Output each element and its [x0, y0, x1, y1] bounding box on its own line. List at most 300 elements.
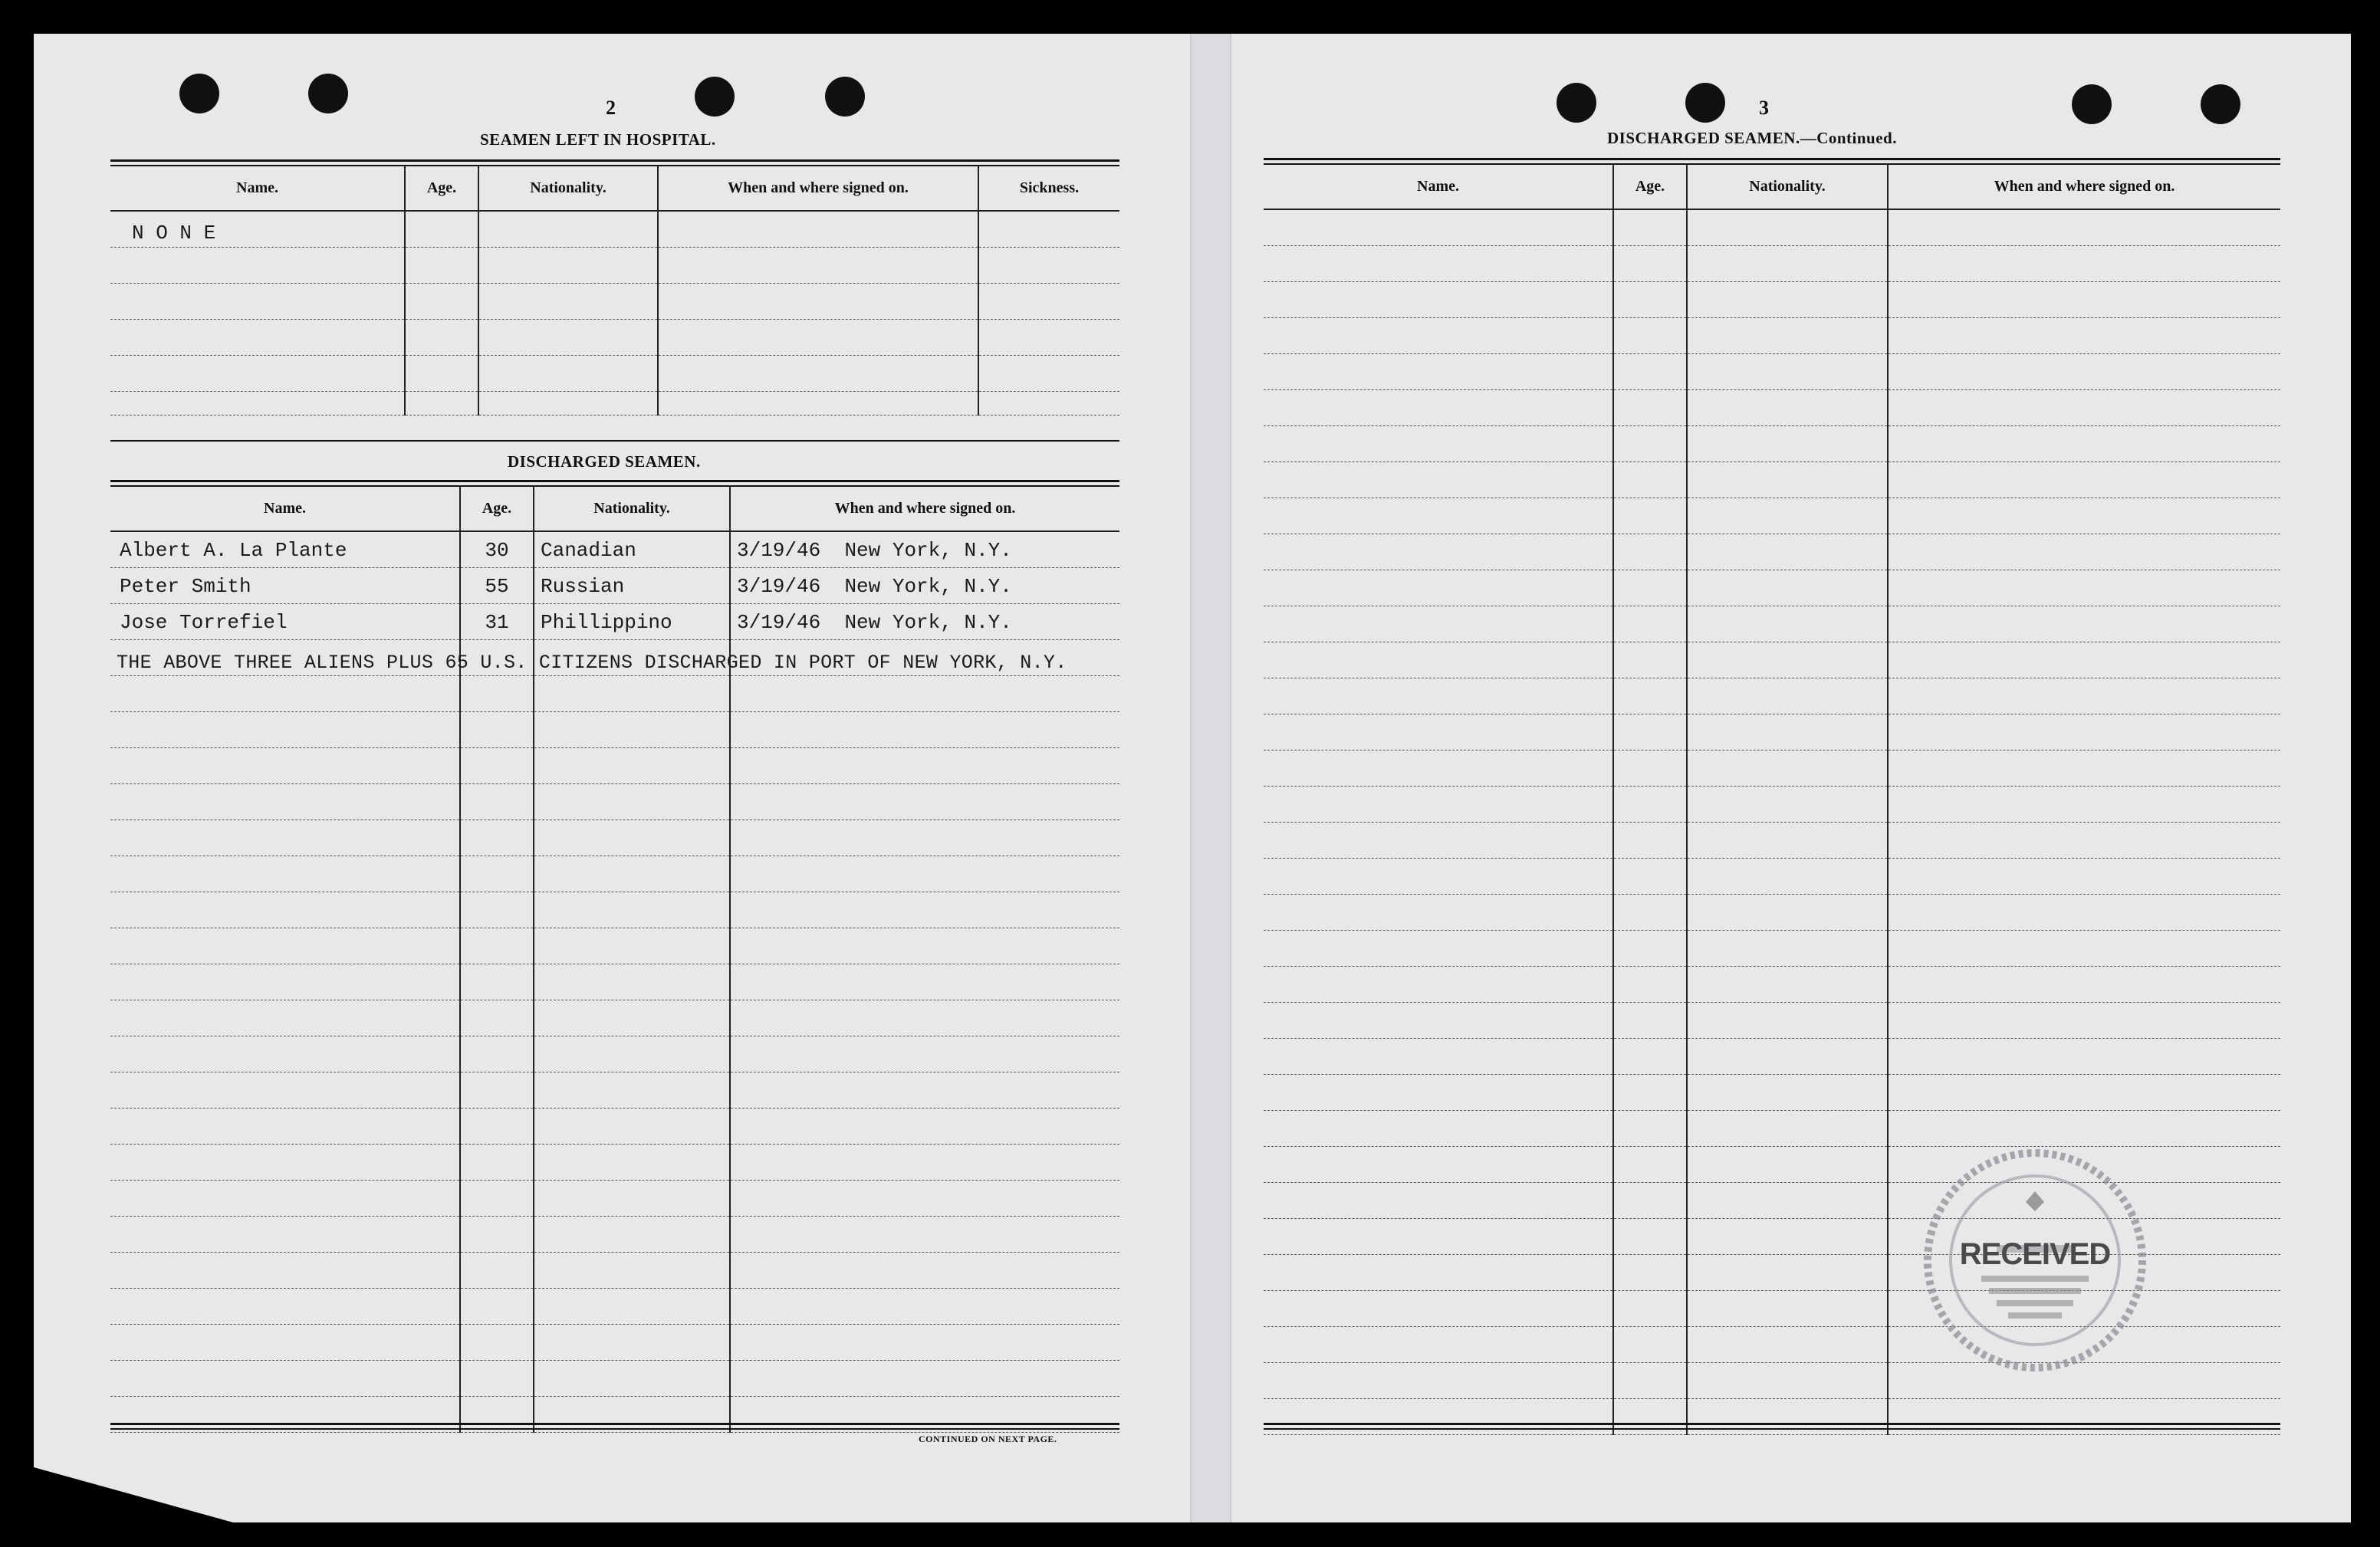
continued-header-name: Name.	[1264, 164, 1613, 209]
blank-cell	[730, 928, 1119, 964]
blank-cell	[1264, 1291, 1613, 1327]
discharged-header-name: Name.	[110, 486, 460, 531]
blank-cell	[730, 1253, 1119, 1289]
discharged-header-signed-on: When and where signed on.	[730, 486, 1119, 531]
blank-cell	[534, 784, 730, 820]
table-row	[1264, 1111, 2280, 1147]
blank-cell	[1687, 1075, 1888, 1111]
blank-cell	[1687, 462, 1888, 498]
blank-cell	[1264, 1147, 1613, 1183]
blank-cell	[1613, 498, 1687, 534]
blank-cell	[1613, 534, 1687, 570]
table-row	[1264, 751, 2280, 787]
table-row	[1264, 895, 2280, 931]
blank-cell	[1613, 570, 1687, 606]
table-row	[110, 928, 1119, 964]
blank-cell	[1687, 246, 1888, 282]
blank-cell	[1264, 1327, 1613, 1363]
blank-cell	[1613, 606, 1687, 642]
table-row	[110, 748, 1119, 784]
table-row	[110, 1145, 1119, 1181]
table-row	[1264, 787, 2280, 823]
blank-cell	[1888, 570, 2280, 606]
blank-cell	[1613, 895, 1687, 931]
punch-hole	[2072, 84, 2112, 124]
blank-cell	[460, 1361, 534, 1397]
signed-place: New York, N.Y.	[844, 575, 1012, 598]
discharged-section-title: DISCHARGED SEAMEN.	[508, 452, 701, 471]
blank-cell	[1613, 751, 1687, 787]
blank-cell	[1888, 859, 2280, 895]
blank-cell	[1613, 1363, 1687, 1399]
table-row	[1264, 931, 2280, 967]
blank-cell	[460, 892, 534, 928]
table-row	[110, 1000, 1119, 1036]
blank-cell	[534, 748, 730, 784]
blank-cell	[1687, 534, 1888, 570]
blank-cell	[110, 676, 460, 712]
blank-cell	[110, 1253, 460, 1289]
blank-cell	[1613, 426, 1687, 462]
blank-cell	[1264, 426, 1613, 462]
blank-cell	[1613, 1075, 1687, 1111]
blank-cell	[730, 1361, 1119, 1397]
table-row	[110, 1289, 1119, 1325]
table-row	[110, 712, 1119, 748]
blank-cell	[1888, 282, 2280, 318]
blank-cell	[1613, 931, 1687, 967]
stamp-label: RECEIVED	[1959, 1237, 2111, 1271]
seaman-nationality: Canadian	[534, 531, 730, 568]
blank-cell	[1264, 1183, 1613, 1219]
blank-cell	[1687, 895, 1888, 931]
table-row	[110, 1361, 1119, 1397]
seaman-nationality: Phillippino	[534, 604, 730, 640]
table-row	[1264, 498, 2280, 534]
blank-cell	[110, 1181, 460, 1217]
hospital-section-title: SEAMEN LEFT IN HOSPITAL.	[480, 130, 716, 149]
blank-cell	[110, 892, 460, 928]
blank-cell	[1888, 967, 2280, 1003]
blank-cell	[1613, 1255, 1687, 1291]
blank-cell	[730, 712, 1119, 748]
discharged-table	[110, 486, 1119, 1433]
blank-cell	[1613, 1003, 1687, 1039]
table-row	[1264, 318, 2280, 354]
seaman-nationality: Russian	[534, 568, 730, 604]
blank-cell	[1613, 859, 1687, 895]
table-row	[110, 1217, 1119, 1253]
hospital-entry: N O N E	[110, 211, 405, 248]
blank-cell	[1264, 1039, 1613, 1075]
blank-cell	[1264, 498, 1613, 534]
table-row	[110, 1036, 1119, 1072]
blank-cell	[110, 1145, 460, 1181]
blank-cell	[1888, 823, 2280, 859]
blank-cell	[460, 784, 534, 820]
table-row	[110, 1253, 1119, 1289]
table-row	[1264, 678, 2280, 714]
blank-cell	[1888, 1111, 2280, 1147]
table-row	[110, 784, 1119, 820]
table-row	[110, 392, 1119, 415]
blank-cell	[1264, 1219, 1613, 1255]
blank-cell	[1613, 1147, 1687, 1183]
blank-cell	[534, 1325, 730, 1361]
blank-cell	[1888, 209, 2280, 246]
page-number-right: 3	[1759, 97, 1769, 119]
seaman-signed-on	[730, 568, 1119, 604]
blank-cell	[110, 1000, 460, 1036]
table-row	[110, 1325, 1119, 1361]
blank-cell	[534, 1253, 730, 1289]
blank-cell	[1888, 318, 2280, 354]
blank-cell	[110, 928, 460, 964]
blank-cell	[730, 1145, 1119, 1181]
hospital-header-name: Name.	[110, 166, 405, 211]
table-row	[1264, 354, 2280, 390]
blank-cell	[110, 1361, 460, 1397]
document-sheet	[34, 34, 2351, 1522]
table-row	[110, 892, 1119, 928]
table-row	[1264, 1075, 2280, 1111]
table-row	[1264, 1003, 2280, 1039]
blank-cell	[1264, 318, 1613, 354]
table-row	[110, 1109, 1119, 1145]
blank-cell	[534, 1145, 730, 1181]
blank-cell	[534, 1217, 730, 1253]
punch-hole	[825, 77, 865, 117]
blank-cell	[1613, 1327, 1687, 1363]
blank-cell	[1613, 1291, 1687, 1327]
blank-cell	[1613, 354, 1687, 390]
blank-cell	[460, 676, 534, 712]
blank-cell	[1687, 967, 1888, 1003]
blank-cell	[1687, 570, 1888, 606]
blank-cell	[1687, 1291, 1888, 1327]
blank-cell	[1687, 1363, 1888, 1399]
blank-cell	[1613, 1039, 1687, 1075]
blank-cell	[1264, 462, 1613, 498]
blank-cell	[1687, 498, 1888, 534]
table-row	[1264, 426, 2280, 462]
table-row	[1264, 714, 2280, 751]
blank-cell	[1888, 462, 2280, 498]
blank-cell	[110, 1109, 460, 1145]
discharge-note: THE ABOVE THREE ALIENS PLUS 65 U.S. CITIZENS DISCHARGED IN PORT OF NEW YORK, N.Y.	[117, 652, 1067, 674]
punch-hole	[1685, 83, 1725, 123]
discharged-header-age: Age.	[460, 486, 534, 531]
table-row	[1264, 606, 2280, 642]
blank-cell	[110, 1072, 460, 1109]
discharged-header-nationality: Nationality.	[534, 486, 730, 531]
blank-cell	[1888, 931, 2280, 967]
blank-cell	[110, 964, 460, 1000]
blank-cell	[1264, 570, 1613, 606]
blank-cell	[460, 1325, 534, 1361]
blank-cell	[534, 1036, 730, 1072]
table-row	[1264, 462, 2280, 498]
signed-date: 3/19/46	[737, 611, 821, 634]
blank-cell	[1613, 678, 1687, 714]
blank-cell	[1687, 426, 1888, 462]
blank-cell	[1264, 1255, 1613, 1291]
blank-cell	[1613, 787, 1687, 823]
blank-cell	[730, 1109, 1119, 1145]
blank-cell	[1613, 1219, 1687, 1255]
blank-cell	[534, 676, 730, 712]
blank-cell	[1264, 209, 1613, 246]
seaman-signed-on	[730, 604, 1119, 640]
blank-cell	[1687, 1327, 1888, 1363]
blank-cell	[1613, 246, 1687, 282]
table-row	[1264, 534, 2280, 570]
continued-section-title: DISCHARGED SEAMEN.—Continued.	[1607, 129, 1897, 147]
table-row	[110, 856, 1119, 892]
blank-cell	[460, 1145, 534, 1181]
blank-cell	[1264, 282, 1613, 318]
blank-cell	[1888, 1039, 2280, 1075]
blank-cell	[1687, 1039, 1888, 1075]
hospital-header-signed-on: When and where signed on.	[658, 166, 978, 211]
blank-cell	[730, 1325, 1119, 1361]
blank-cell	[1613, 209, 1687, 246]
blank-cell	[1687, 1219, 1888, 1255]
blank-cell	[460, 748, 534, 784]
blank-cell	[730, 892, 1119, 928]
punch-hole	[1557, 83, 1596, 123]
table-row	[110, 820, 1119, 856]
blank-cell	[730, 1000, 1119, 1036]
blank-cell	[730, 1289, 1119, 1325]
blank-cell	[730, 964, 1119, 1000]
blank-cell	[730, 820, 1119, 856]
blank-cell	[1613, 823, 1687, 859]
table-row	[1264, 570, 2280, 606]
blank-cell	[110, 856, 460, 892]
blank-cell	[534, 712, 730, 748]
continued-header-age: Age.	[1613, 164, 1687, 209]
blank-cell	[110, 1325, 460, 1361]
blank-cell	[534, 1181, 730, 1217]
blank-cell	[1613, 1111, 1687, 1147]
seaman-signed-on	[730, 531, 1119, 568]
blank-cell	[730, 856, 1119, 892]
blank-cell	[1687, 1255, 1888, 1291]
blank-cell	[1888, 498, 2280, 534]
blank-cell	[460, 1181, 534, 1217]
blank-cell	[1264, 714, 1613, 751]
seaman-age: 30	[460, 531, 534, 568]
blank-cell	[1264, 534, 1613, 570]
blank-cell	[534, 1289, 730, 1325]
table-row	[110, 211, 1119, 248]
hospital-header-age: Age.	[405, 166, 478, 211]
blank-cell	[730, 784, 1119, 820]
signed-date: 3/19/46	[737, 539, 821, 562]
blank-cell	[1888, 678, 2280, 714]
blank-cell	[1888, 354, 2280, 390]
table-row	[110, 1072, 1119, 1109]
discharged-bottom-rule	[110, 1423, 1119, 1430]
punch-hole	[308, 74, 348, 113]
blank-cell	[730, 1036, 1119, 1072]
blank-cell	[460, 856, 534, 892]
blank-cell	[1264, 787, 1613, 823]
table-row	[110, 1181, 1119, 1217]
blank-cell	[1888, 751, 2280, 787]
blank-cell	[1888, 787, 2280, 823]
table-row	[1264, 282, 2280, 318]
seaman-name: Peter Smith	[110, 568, 460, 604]
blank-cell	[1888, 1075, 2280, 1111]
hospital-header-nationality: Nationality.	[478, 166, 658, 211]
table-row	[1264, 209, 2280, 246]
signed-date: 3/19/46	[737, 575, 821, 598]
blank-cell	[1888, 534, 2280, 570]
blank-cell	[1264, 967, 1613, 1003]
right-bottom-rule	[1264, 1423, 2280, 1430]
seaman-age: 31	[460, 604, 534, 640]
table-row	[1264, 390, 2280, 426]
blank-cell	[460, 1217, 534, 1253]
blank-cell	[1687, 714, 1888, 751]
punch-hole	[695, 77, 735, 117]
blank-cell	[730, 1217, 1119, 1253]
blank-cell	[534, 964, 730, 1000]
blank-cell	[730, 1072, 1119, 1109]
blank-cell	[1888, 606, 2280, 642]
punch-hole	[2201, 84, 2240, 124]
blank-cell	[1687, 678, 1888, 714]
blank-cell	[1888, 246, 2280, 282]
table-row	[1264, 967, 2280, 1003]
blank-cell	[460, 1000, 534, 1036]
page-number-left: 2	[606, 97, 616, 119]
blank-cell	[1888, 426, 2280, 462]
blank-cell	[1264, 606, 1613, 642]
blank-cell	[460, 964, 534, 1000]
blank-cell	[460, 928, 534, 964]
blank-cell	[1264, 246, 1613, 282]
blank-cell	[1613, 282, 1687, 318]
signed-place: New York, N.Y.	[844, 539, 1012, 562]
blank-cell	[1687, 606, 1888, 642]
blank-cell	[1264, 390, 1613, 426]
blank-cell	[1264, 895, 1613, 931]
blank-cell	[730, 748, 1119, 784]
blank-cell	[110, 1289, 460, 1325]
blank-cell	[1613, 462, 1687, 498]
blank-cell	[1264, 678, 1613, 714]
hospital-bottom-rule	[110, 440, 1119, 442]
blank-cell	[1264, 751, 1613, 787]
blank-cell	[110, 1217, 460, 1253]
table-row	[110, 676, 1119, 712]
blank-cell	[1687, 318, 1888, 354]
table-row	[110, 248, 1119, 284]
blank-cell	[1613, 390, 1687, 426]
blank-cell	[1687, 859, 1888, 895]
table-row	[110, 568, 1119, 604]
hospital-header-sickness: Sickness.	[978, 166, 1119, 211]
blank-cell	[1888, 642, 2280, 678]
blank-cell	[1687, 1111, 1888, 1147]
blank-cell	[1264, 1075, 1613, 1111]
blank-cell	[534, 1000, 730, 1036]
blank-cell	[1687, 282, 1888, 318]
blank-cell	[1264, 859, 1613, 895]
blank-cell	[110, 784, 460, 820]
seaman-name: Jose Torrefiel	[110, 604, 460, 640]
table-row	[1264, 1039, 2280, 1075]
blank-cell	[1264, 642, 1613, 678]
blank-cell	[110, 820, 460, 856]
blank-cell	[110, 748, 460, 784]
table-row	[110, 531, 1119, 568]
blank-cell	[730, 676, 1119, 712]
table-row	[1264, 823, 2280, 859]
blank-cell	[1687, 751, 1888, 787]
blank-cell	[1613, 1183, 1687, 1219]
blank-cell	[1687, 209, 1888, 246]
table-row	[1264, 859, 2280, 895]
blank-cell	[534, 856, 730, 892]
blank-cell	[1687, 354, 1888, 390]
blank-cell	[1687, 1183, 1888, 1219]
blank-cell	[534, 1072, 730, 1109]
blank-cell	[460, 1109, 534, 1145]
blank-cell	[1264, 1363, 1613, 1399]
blank-cell	[460, 1289, 534, 1325]
page-fold	[1190, 34, 1231, 1522]
table-row	[110, 604, 1119, 640]
blank-cell	[1613, 642, 1687, 678]
blank-cell	[460, 712, 534, 748]
seaman-age: 55	[460, 568, 534, 604]
blank-cell	[460, 820, 534, 856]
blank-cell	[1687, 931, 1888, 967]
blank-cell	[110, 1036, 460, 1072]
punch-hole	[179, 74, 219, 113]
blank-cell	[460, 1072, 534, 1109]
blank-cell	[1264, 823, 1613, 859]
table-row	[110, 284, 1119, 320]
continued-header-signed-on: When and where signed on.	[1888, 164, 2280, 209]
blank-cell	[1888, 390, 2280, 426]
blank-cell	[730, 1181, 1119, 1217]
blank-cell	[1613, 714, 1687, 751]
blank-cell	[1264, 931, 1613, 967]
seaman-name: Albert A. La Plante	[110, 531, 460, 568]
blank-cell	[1613, 967, 1687, 1003]
blank-cell	[1687, 1003, 1888, 1039]
blank-cell	[534, 892, 730, 928]
continued-header-nationality: Nationality.	[1687, 164, 1888, 209]
hospital-table	[110, 166, 1119, 415]
table-row	[110, 320, 1119, 356]
torn-corner	[34, 1467, 233, 1522]
blank-cell	[1264, 1003, 1613, 1039]
blank-cell	[1687, 823, 1888, 859]
blank-cell	[534, 928, 730, 964]
blank-cell	[1687, 1147, 1888, 1183]
blank-cell	[460, 1036, 534, 1072]
table-row	[1264, 642, 2280, 678]
blank-cell	[1888, 1003, 2280, 1039]
blank-cell	[1264, 354, 1613, 390]
blank-cell	[534, 1109, 730, 1145]
